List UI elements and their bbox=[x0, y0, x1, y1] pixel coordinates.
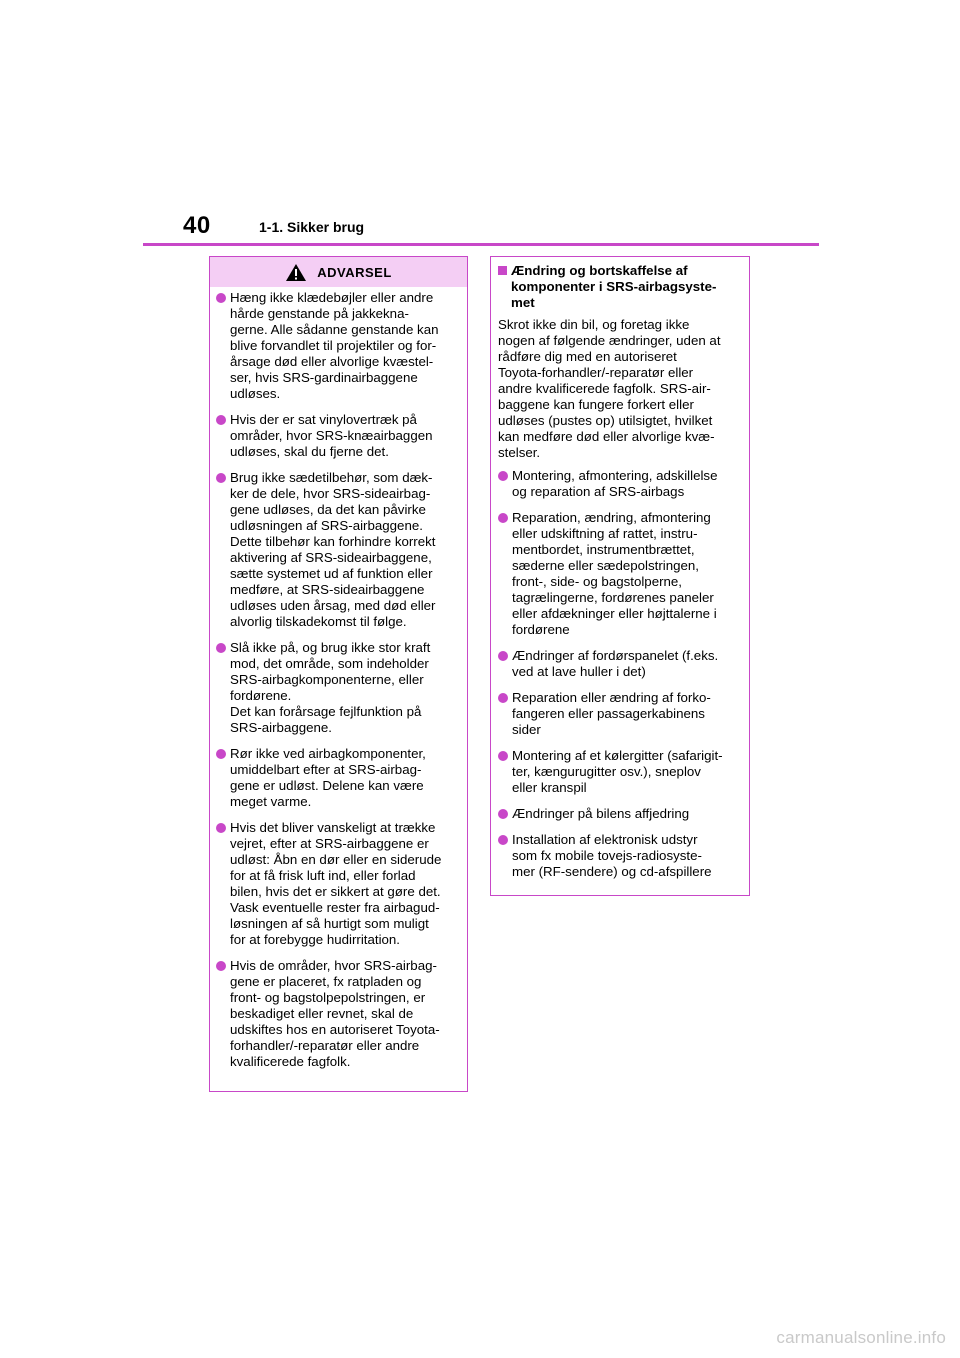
footer-watermark[interactable]: carmanualsonline.info bbox=[776, 1328, 946, 1347]
bullet-dot-icon bbox=[216, 473, 226, 483]
warning-item-text: Hvis de områder, hvor SRS-airbag- gene er placeret, fx ratpladen og front- og bagstolpepolstringen, er beskadiget eller revnet, skal de udskiftes hos en autoriseret Toyota- forhandler/-reparatør eller andre kvalificerede fagfolk. bbox=[230, 958, 440, 1069]
modification-info-box bbox=[490, 256, 750, 896]
warning-triangle-icon bbox=[285, 263, 307, 282]
warning-item-text: Hvis der er sat vinylovertræk på områder, hvor SRS-knæairbaggen udløses, skal du fjerne det. bbox=[230, 412, 433, 459]
page-number: 40 bbox=[183, 212, 211, 239]
info-item-text: Ændringer af fordørspanelet (f.eks. ved at lave huller i det) bbox=[512, 648, 719, 679]
warning-header bbox=[210, 257, 467, 287]
info-item bbox=[498, 690, 743, 738]
warning-title: ADVARSEL bbox=[317, 264, 392, 280]
bullet-dot-icon bbox=[216, 961, 226, 971]
info-item bbox=[498, 468, 743, 500]
info-item-text: Installation af elektronisk udstyr som fx mobile tovejs-radiosyste- mer (RF-sendere) og cd-afspillere bbox=[512, 832, 712, 879]
bullet-dot-icon bbox=[216, 415, 226, 425]
header-divider bbox=[143, 243, 819, 246]
info-heading-text: Ændring og bortskaffelse af komponenter i SRS-airbagsyste- met bbox=[511, 263, 717, 310]
bullet-dot-icon bbox=[498, 693, 508, 703]
info-item-text: Reparation, ændring, afmontering eller udskiftning af rattet, instru- mentbordet, instrumentbrættet, sæderne eller sædepolstringen, front-, side- og bagstolperne, tagrælingerne, fordørenes paneler eller afdækninger eller højttalerne i fordørene bbox=[512, 510, 717, 637]
bullet-dot-icon bbox=[216, 749, 226, 759]
bullet-dot-icon bbox=[498, 651, 508, 661]
info-item bbox=[498, 832, 743, 880]
warning-item-text: Brug ikke sædetilbehør, som dæk- ker de dele, hvor SRS-sideairbag- gene udløses, da det kan påvirke udløsningen af SRS-airbaggene. Dette tilbehør kan forhindre korrekt aktivering af SRS-sideairbaggene, sætte systemet ud af funktion eller medføre, at SRS-sideairbaggene udløses uden årsag, med død eller alvorlig tilskadekomst til følge. bbox=[230, 470, 436, 629]
section-title: 1-1. Sikker brug bbox=[259, 219, 365, 235]
warning-item bbox=[216, 820, 459, 948]
warning-item bbox=[216, 412, 459, 460]
warning-item-text: Slå ikke på, og brug ikke stor kraft mod, det område, som indeholder SRS-airbagkomponenterne, eller fordørene. Det kan forårsage fejlfunktion på SRS-airbaggene. bbox=[230, 640, 431, 735]
info-list bbox=[498, 468, 743, 880]
info-item-text: Ændringer på bilens affjedring bbox=[512, 806, 690, 821]
bullet-dot-icon bbox=[216, 293, 226, 303]
info-item bbox=[498, 748, 743, 796]
warning-item bbox=[216, 640, 459, 736]
info-item-text: Reparation eller ændring af forko- fangeren eller passagerkabinens sider bbox=[512, 690, 711, 737]
info-item bbox=[498, 806, 743, 822]
warning-item-text: Rør ikke ved airbagkomponenter, umiddelbart efter at SRS-airbag- gene er udløst. Delene kan være meget varme. bbox=[230, 746, 426, 809]
info-item-text: Montering af et kølergitter (safarigit- ter, kængurugitter osv.), sneplov eller kranspil bbox=[512, 748, 723, 795]
warning-item-text: Hæng ikke klædebøjler eller andre hårde genstande på jakkekna- gerne. Alle sådanne genstande kan blive forvandlet til projektiler og for- årsage død eller alvorlige kvæstel- ser, hvis SRS-gardinairbaggene udløses. bbox=[230, 290, 439, 401]
square-bullet-icon bbox=[498, 266, 507, 275]
bullet-dot-icon bbox=[498, 751, 508, 761]
info-intro: Skrot ikke din bil, og foretag ikke nogen af følgende ændringer, uden at rådføre dig med en autoriseret Toyota-forhandler/-reparatør eller andre kvalificerede fagfolk. SRS-air- baggene kan fungere forkert eller udløses (pustes op) utilsigtet, hvilket kan medføre død eller alvorlige kvæ- stelser. bbox=[498, 317, 721, 460]
bullet-dot-icon bbox=[498, 835, 508, 845]
warning-item bbox=[216, 470, 459, 630]
warning-box bbox=[209, 256, 468, 1092]
bullet-dot-icon bbox=[216, 823, 226, 833]
info-item-text: Montering, afmontering, adskillelse og reparation af SRS-airbags bbox=[512, 468, 718, 499]
warning-list bbox=[210, 287, 467, 1070]
warning-item bbox=[216, 290, 459, 402]
warning-item bbox=[216, 958, 459, 1070]
bullet-dot-icon bbox=[498, 809, 508, 819]
info-item bbox=[498, 648, 743, 680]
info-item bbox=[498, 510, 743, 638]
bullet-dot-icon bbox=[498, 471, 508, 481]
bullet-dot-icon bbox=[216, 643, 226, 653]
bullet-dot-icon bbox=[498, 513, 508, 523]
warning-item-text: Hvis det bliver vanskeligt at trække vejret, efter at SRS-airbaggene er udløst: Åbn en dør eller en siderude for at få frisk luft ind, eller forlad bilen, hvis det er sikkert at gøre det. Vask eventuelle rester fra airbagud- løsningen af så hurtigt som muligt for at forebygge hudirritation. bbox=[230, 820, 442, 947]
info-heading bbox=[498, 263, 743, 311]
warning-item bbox=[216, 746, 459, 810]
